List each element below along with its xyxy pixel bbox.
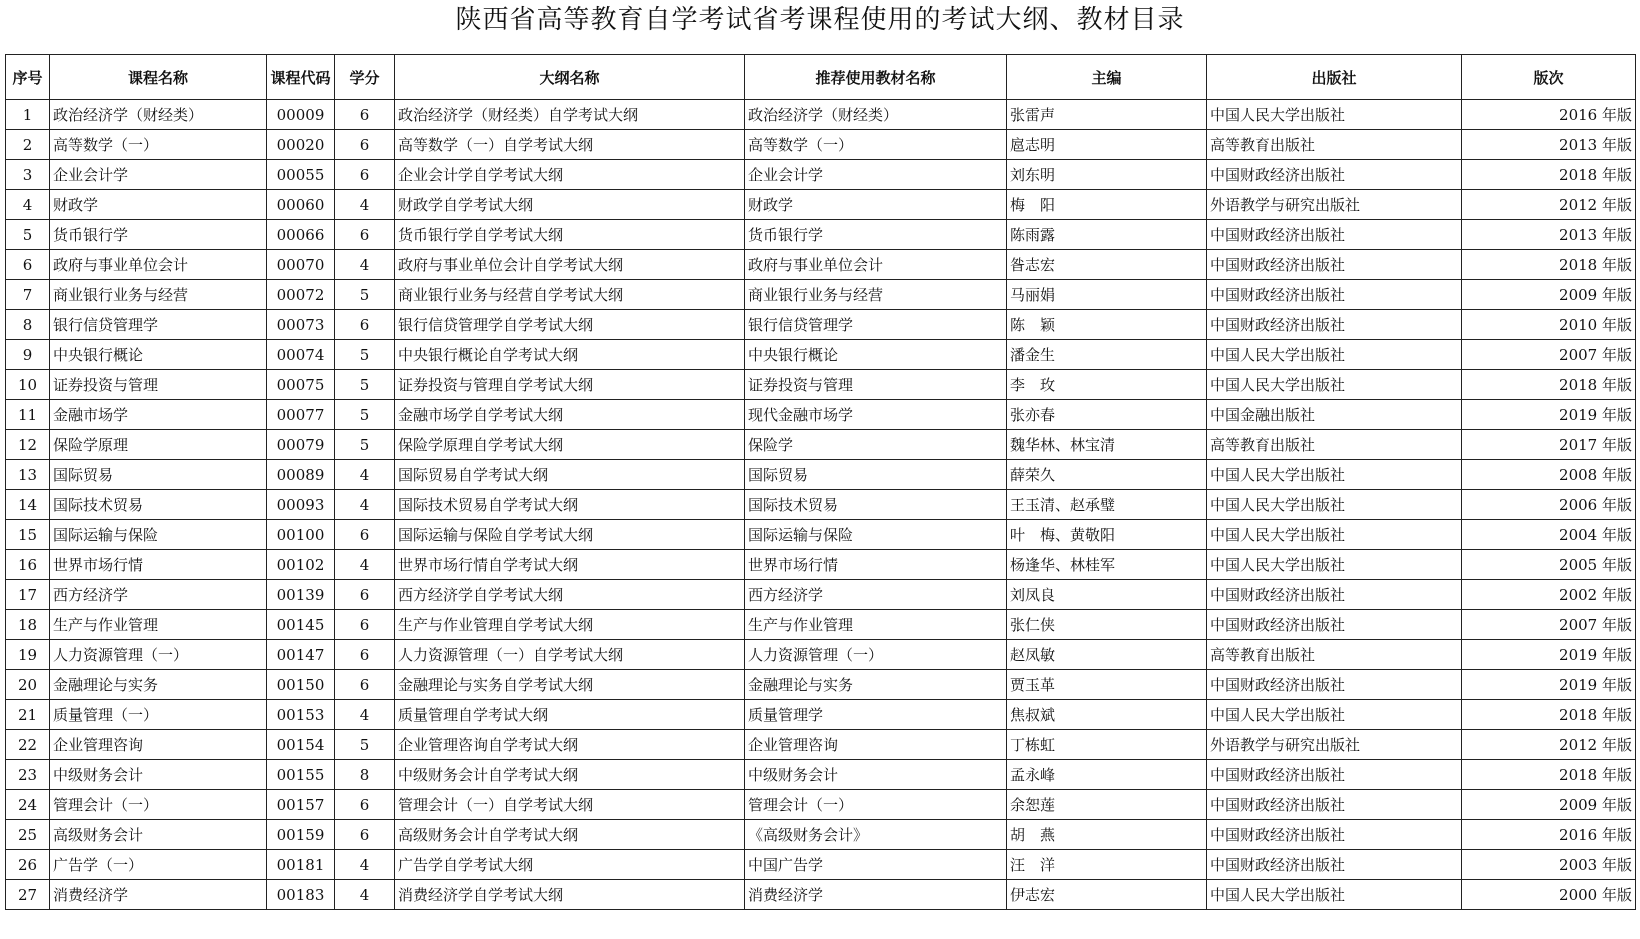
- table-row: [6, 700, 1636, 730]
- table-row: [6, 490, 1636, 520]
- cell-no: 11: [6, 400, 50, 430]
- cell-syllabus: 政府与事业单位会计自学考试大纲: [395, 250, 745, 280]
- cell-editor: 王玉清、赵承璧: [1007, 490, 1207, 520]
- cell-syllabus: 西方经济学自学考试大纲: [395, 580, 745, 610]
- cell-course-code: 00020: [267, 130, 335, 160]
- cell-course-name: 世界市场行情: [50, 550, 267, 580]
- cell-editor: 扈志明: [1007, 130, 1207, 160]
- cell-no: 17: [6, 580, 50, 610]
- cell-course-name: 政府与事业单位会计: [50, 250, 267, 280]
- cell-credit: 6: [335, 310, 395, 340]
- cell-publisher: 中国人民大学出版社: [1207, 370, 1462, 400]
- cell-course-code: 00159: [267, 820, 335, 850]
- cell-course-code: 00072: [267, 280, 335, 310]
- cell-publisher: 中国人民大学出版社: [1207, 880, 1462, 910]
- cell-course-name: 人力资源管理（一）: [50, 640, 267, 670]
- header-editor: 主编: [1007, 55, 1207, 100]
- cell-publisher: 中国财政经济出版社: [1207, 610, 1462, 640]
- cell-editor: 魏华林、林宝清: [1007, 430, 1207, 460]
- cell-no: 25: [6, 820, 50, 850]
- cell-course-code: 00055: [267, 160, 335, 190]
- cell-credit: 5: [335, 280, 395, 310]
- cell-editor: 张仁侠: [1007, 610, 1207, 640]
- cell-edition: 2018 年版: [1462, 700, 1636, 730]
- cell-syllabus: 商业银行业务与经营自学考试大纲: [395, 280, 745, 310]
- cell-publisher: 外语教学与研究出版社: [1207, 190, 1462, 220]
- table-row: [6, 340, 1636, 370]
- cell-credit: 5: [335, 730, 395, 760]
- cell-edition: 2012 年版: [1462, 190, 1636, 220]
- cell-credit: 4: [335, 250, 395, 280]
- table-row: [6, 220, 1636, 250]
- cell-syllabus: 高等数学（一）自学考试大纲: [395, 130, 745, 160]
- cell-course-name: 银行信贷管理学: [50, 310, 267, 340]
- cell-course-name: 中央银行概论: [50, 340, 267, 370]
- cell-course-name: 金融市场学: [50, 400, 267, 430]
- cell-course-name: 货币银行学: [50, 220, 267, 250]
- table-row: [6, 640, 1636, 670]
- header-publisher: 出版社: [1207, 55, 1462, 100]
- cell-no: 5: [6, 220, 50, 250]
- cell-course-code: 00154: [267, 730, 335, 760]
- cell-editor: 李 玫: [1007, 370, 1207, 400]
- cell-textbook: 货币银行学: [745, 220, 1007, 250]
- cell-publisher: 中国人民大学出版社: [1207, 460, 1462, 490]
- cell-no: 2: [6, 130, 50, 160]
- cell-publisher: 中国财政经济出版社: [1207, 760, 1462, 790]
- table-row: [6, 250, 1636, 280]
- cell-edition: 2019 年版: [1462, 670, 1636, 700]
- cell-course-code: 00073: [267, 310, 335, 340]
- cell-edition: 2007 年版: [1462, 610, 1636, 640]
- cell-course-code: 00089: [267, 460, 335, 490]
- cell-syllabus: 人力资源管理（一）自学考试大纲: [395, 640, 745, 670]
- cell-syllabus: 保险学原理自学考试大纲: [395, 430, 745, 460]
- cell-course-name: 国际技术贸易: [50, 490, 267, 520]
- cell-textbook: 国际贸易: [745, 460, 1007, 490]
- cell-no: 15: [6, 520, 50, 550]
- cell-publisher: 高等教育出版社: [1207, 130, 1462, 160]
- cell-syllabus: 政治经济学（财经类）自学考试大纲: [395, 100, 745, 130]
- table-row: [6, 400, 1636, 430]
- cell-syllabus: 国际运输与保险自学考试大纲: [395, 520, 745, 550]
- table-row: [6, 880, 1636, 910]
- cell-course-code: 00145: [267, 610, 335, 640]
- table-row: [6, 460, 1636, 490]
- cell-editor: 叶 梅、黄敬阳: [1007, 520, 1207, 550]
- table-body: [6, 100, 1636, 910]
- cell-editor: 孟永峰: [1007, 760, 1207, 790]
- cell-course-name: 管理会计（一）: [50, 790, 267, 820]
- table-header-row: [6, 55, 1636, 100]
- cell-no: 23: [6, 760, 50, 790]
- table-row: [6, 130, 1636, 160]
- cell-textbook: 人力资源管理（一）: [745, 640, 1007, 670]
- cell-no: 24: [6, 790, 50, 820]
- cell-no: 22: [6, 730, 50, 760]
- cell-publisher: 外语教学与研究出版社: [1207, 730, 1462, 760]
- cell-course-name: 金融理论与实务: [50, 670, 267, 700]
- cell-credit: 6: [335, 670, 395, 700]
- cell-credit: 4: [335, 190, 395, 220]
- cell-no: 18: [6, 610, 50, 640]
- cell-textbook: 商业银行业务与经营: [745, 280, 1007, 310]
- table-row: [6, 310, 1636, 340]
- cell-textbook: 中国广告学: [745, 850, 1007, 880]
- cell-syllabus: 中级财务会计自学考试大纲: [395, 760, 745, 790]
- cell-edition: 2007 年版: [1462, 340, 1636, 370]
- cell-no: 26: [6, 850, 50, 880]
- cell-textbook: 国际运输与保险: [745, 520, 1007, 550]
- cell-credit: 6: [335, 130, 395, 160]
- cell-edition: 2018 年版: [1462, 760, 1636, 790]
- cell-credit: 6: [335, 820, 395, 850]
- cell-edition: 2003 年版: [1462, 850, 1636, 880]
- cell-course-code: 00183: [267, 880, 335, 910]
- cell-publisher: 中国人民大学出版社: [1207, 340, 1462, 370]
- table-row: [6, 670, 1636, 700]
- cell-syllabus: 企业会计学自学考试大纲: [395, 160, 745, 190]
- cell-publisher: 中国人民大学出版社: [1207, 550, 1462, 580]
- cell-course-code: 00150: [267, 670, 335, 700]
- cell-course-code: 00074: [267, 340, 335, 370]
- cell-syllabus: 金融理论与实务自学考试大纲: [395, 670, 745, 700]
- cell-editor: 昝志宏: [1007, 250, 1207, 280]
- cell-course-name: 消费经济学: [50, 880, 267, 910]
- cell-course-name: 高等数学（一）: [50, 130, 267, 160]
- cell-publisher: 中国财政经济出版社: [1207, 280, 1462, 310]
- cell-textbook: 金融理论与实务: [745, 670, 1007, 700]
- cell-editor: 陈 颖: [1007, 310, 1207, 340]
- cell-textbook: 质量管理学: [745, 700, 1007, 730]
- cell-credit: 4: [335, 850, 395, 880]
- cell-credit: 6: [335, 580, 395, 610]
- cell-course-code: 00102: [267, 550, 335, 580]
- cell-edition: 2018 年版: [1462, 250, 1636, 280]
- cell-publisher: 高等教育出版社: [1207, 430, 1462, 460]
- cell-textbook: 政府与事业单位会计: [745, 250, 1007, 280]
- cell-editor: 刘凤良: [1007, 580, 1207, 610]
- cell-publisher: 中国财政经济出版社: [1207, 580, 1462, 610]
- table-row: [6, 100, 1636, 130]
- cell-textbook: 现代金融市场学: [745, 400, 1007, 430]
- cell-editor: 梅 阳: [1007, 190, 1207, 220]
- cell-no: 21: [6, 700, 50, 730]
- cell-credit: 6: [335, 790, 395, 820]
- table-row: [6, 520, 1636, 550]
- cell-publisher: 中国金融出版社: [1207, 400, 1462, 430]
- cell-credit: 6: [335, 640, 395, 670]
- cell-syllabus: 世界市场行情自学考试大纲: [395, 550, 745, 580]
- header-edition: 版次: [1462, 55, 1636, 100]
- header-course-name: 课程名称: [50, 55, 267, 100]
- cell-publisher: 中国财政经济出版社: [1207, 310, 1462, 340]
- cell-editor: 潘金生: [1007, 340, 1207, 370]
- cell-syllabus: 企业管理咨询自学考试大纲: [395, 730, 745, 760]
- cell-syllabus: 中央银行概论自学考试大纲: [395, 340, 745, 370]
- cell-credit: 4: [335, 460, 395, 490]
- cell-credit: 5: [335, 400, 395, 430]
- cell-editor: 杨逢华、林桂军: [1007, 550, 1207, 580]
- cell-credit: 5: [335, 340, 395, 370]
- cell-course-code: 00009: [267, 100, 335, 130]
- cell-no: 20: [6, 670, 50, 700]
- cell-edition: 2016 年版: [1462, 100, 1636, 130]
- cell-course-code: 00079: [267, 430, 335, 460]
- cell-course-name: 中级财务会计: [50, 760, 267, 790]
- cell-credit: 6: [335, 220, 395, 250]
- cell-edition: 2008 年版: [1462, 460, 1636, 490]
- cell-editor: 余恕莲: [1007, 790, 1207, 820]
- cell-edition: 2018 年版: [1462, 370, 1636, 400]
- cell-syllabus: 管理会计（一）自学考试大纲: [395, 790, 745, 820]
- cell-publisher: 中国人民大学出版社: [1207, 520, 1462, 550]
- cell-course-code: 00139: [267, 580, 335, 610]
- table-row: [6, 190, 1636, 220]
- cell-course-code: 00075: [267, 370, 335, 400]
- cell-course-name: 生产与作业管理: [50, 610, 267, 640]
- cell-editor: 贾玉革: [1007, 670, 1207, 700]
- cell-course-name: 商业银行业务与经营: [50, 280, 267, 310]
- cell-no: 10: [6, 370, 50, 400]
- cell-textbook: 中央银行概论: [745, 340, 1007, 370]
- cell-edition: 2010 年版: [1462, 310, 1636, 340]
- cell-no: 12: [6, 430, 50, 460]
- cell-course-name: 广告学（一）: [50, 850, 267, 880]
- cell-editor: 丁栋虹: [1007, 730, 1207, 760]
- cell-textbook: 高等数学（一）: [745, 130, 1007, 160]
- cell-course-name: 政治经济学（财经类）: [50, 100, 267, 130]
- cell-course-name: 质量管理（一）: [50, 700, 267, 730]
- cell-publisher: 中国财政经济出版社: [1207, 850, 1462, 880]
- cell-syllabus: 银行信贷管理学自学考试大纲: [395, 310, 745, 340]
- table-row: [6, 370, 1636, 400]
- cell-edition: 2006 年版: [1462, 490, 1636, 520]
- table-row: [6, 760, 1636, 790]
- cell-syllabus: 国际技术贸易自学考试大纲: [395, 490, 745, 520]
- table-row: [6, 160, 1636, 190]
- cell-syllabus: 证券投资与管理自学考试大纲: [395, 370, 745, 400]
- cell-syllabus: 广告学自学考试大纲: [395, 850, 745, 880]
- cell-syllabus: 金融市场学自学考试大纲: [395, 400, 745, 430]
- cell-textbook: 《高级财务会计》: [745, 820, 1007, 850]
- cell-edition: 2017 年版: [1462, 430, 1636, 460]
- cell-course-code: 00066: [267, 220, 335, 250]
- header-textbook: 推荐使用教材名称: [745, 55, 1007, 100]
- cell-publisher: 中国财政经济出版社: [1207, 220, 1462, 250]
- cell-textbook: 财政学: [745, 190, 1007, 220]
- cell-editor: 赵凤敏: [1007, 640, 1207, 670]
- catalog-table: [5, 54, 1636, 910]
- cell-publisher: 中国财政经济出版社: [1207, 820, 1462, 850]
- cell-syllabus: 生产与作业管理自学考试大纲: [395, 610, 745, 640]
- cell-textbook: 生产与作业管理: [745, 610, 1007, 640]
- cell-edition: 2000 年版: [1462, 880, 1636, 910]
- cell-textbook: 世界市场行情: [745, 550, 1007, 580]
- cell-edition: 2019 年版: [1462, 400, 1636, 430]
- cell-editor: 张亦春: [1007, 400, 1207, 430]
- cell-textbook: 管理会计（一）: [745, 790, 1007, 820]
- cell-syllabus: 货币银行学自学考试大纲: [395, 220, 745, 250]
- cell-course-code: 00093: [267, 490, 335, 520]
- header-syllabus: 大纲名称: [395, 55, 745, 100]
- cell-credit: 5: [335, 370, 395, 400]
- cell-no: 27: [6, 880, 50, 910]
- cell-editor: 焦叔斌: [1007, 700, 1207, 730]
- cell-publisher: 中国财政经济出版社: [1207, 160, 1462, 190]
- cell-credit: 6: [335, 160, 395, 190]
- cell-no: 1: [6, 100, 50, 130]
- cell-credit: 4: [335, 700, 395, 730]
- cell-credit: 4: [335, 490, 395, 520]
- cell-editor: 陈雨露: [1007, 220, 1207, 250]
- cell-no: 4: [6, 190, 50, 220]
- cell-edition: 2012 年版: [1462, 730, 1636, 760]
- cell-textbook: 消费经济学: [745, 880, 1007, 910]
- cell-edition: 2018 年版: [1462, 160, 1636, 190]
- cell-publisher: 高等教育出版社: [1207, 640, 1462, 670]
- cell-edition: 2004 年版: [1462, 520, 1636, 550]
- cell-textbook: 政治经济学（财经类）: [745, 100, 1007, 130]
- cell-edition: 2013 年版: [1462, 220, 1636, 250]
- table-row: [6, 280, 1636, 310]
- cell-textbook: 企业会计学: [745, 160, 1007, 190]
- cell-edition: 2009 年版: [1462, 790, 1636, 820]
- cell-course-code: 00077: [267, 400, 335, 430]
- cell-publisher: 中国人民大学出版社: [1207, 100, 1462, 130]
- cell-no: 8: [6, 310, 50, 340]
- header-credit: 学分: [335, 55, 395, 100]
- cell-no: 14: [6, 490, 50, 520]
- cell-course-code: 00100: [267, 520, 335, 550]
- cell-course-name: 国际贸易: [50, 460, 267, 490]
- cell-publisher: 中国财政经济出版社: [1207, 250, 1462, 280]
- table-row: [6, 790, 1636, 820]
- cell-course-name: 西方经济学: [50, 580, 267, 610]
- table-row: [6, 850, 1636, 880]
- cell-edition: 2009 年版: [1462, 280, 1636, 310]
- cell-syllabus: 高级财务会计自学考试大纲: [395, 820, 745, 850]
- cell-syllabus: 国际贸易自学考试大纲: [395, 460, 745, 490]
- table-row: [6, 820, 1636, 850]
- cell-course-code: 00153: [267, 700, 335, 730]
- header-course-code: 课程代码: [267, 55, 335, 100]
- cell-course-code: 00181: [267, 850, 335, 880]
- cell-credit: 5: [335, 430, 395, 460]
- cell-credit: 6: [335, 520, 395, 550]
- cell-textbook: 国际技术贸易: [745, 490, 1007, 520]
- cell-publisher: 中国人民大学出版社: [1207, 700, 1462, 730]
- table-row: [6, 610, 1636, 640]
- cell-textbook: 证券投资与管理: [745, 370, 1007, 400]
- cell-edition: 2005 年版: [1462, 550, 1636, 580]
- cell-course-code: 00147: [267, 640, 335, 670]
- cell-no: 13: [6, 460, 50, 490]
- cell-course-name: 高级财务会计: [50, 820, 267, 850]
- cell-course-name: 企业管理咨询: [50, 730, 267, 760]
- cell-course-name: 证券投资与管理: [50, 370, 267, 400]
- cell-textbook: 西方经济学: [745, 580, 1007, 610]
- cell-credit: 6: [335, 100, 395, 130]
- cell-no: 7: [6, 280, 50, 310]
- cell-editor: 张雷声: [1007, 100, 1207, 130]
- cell-edition: 2002 年版: [1462, 580, 1636, 610]
- cell-textbook: 保险学: [745, 430, 1007, 460]
- table-row: [6, 730, 1636, 760]
- cell-publisher: 中国财政经济出版社: [1207, 670, 1462, 700]
- table-row: [6, 580, 1636, 610]
- table-row: [6, 430, 1636, 460]
- cell-editor: 胡 燕: [1007, 820, 1207, 850]
- cell-no: 6: [6, 250, 50, 280]
- cell-course-name: 财政学: [50, 190, 267, 220]
- cell-editor: 伊志宏: [1007, 880, 1207, 910]
- cell-editor: 薛荣久: [1007, 460, 1207, 490]
- cell-course-name: 企业会计学: [50, 160, 267, 190]
- cell-edition: 2016 年版: [1462, 820, 1636, 850]
- cell-syllabus: 质量管理自学考试大纲: [395, 700, 745, 730]
- cell-credit: 4: [335, 880, 395, 910]
- cell-syllabus: 消费经济学自学考试大纲: [395, 880, 745, 910]
- cell-textbook: 企业管理咨询: [745, 730, 1007, 760]
- cell-course-code: 00157: [267, 790, 335, 820]
- cell-no: 9: [6, 340, 50, 370]
- cell-course-name: 保险学原理: [50, 430, 267, 460]
- cell-publisher: 中国财政经济出版社: [1207, 790, 1462, 820]
- cell-editor: 刘东明: [1007, 160, 1207, 190]
- cell-no: 3: [6, 160, 50, 190]
- cell-publisher: 中国人民大学出版社: [1207, 490, 1462, 520]
- cell-no: 19: [6, 640, 50, 670]
- cell-credit: 4: [335, 550, 395, 580]
- cell-editor: 汪 洋: [1007, 850, 1207, 880]
- cell-editor: 马丽娟: [1007, 280, 1207, 310]
- header-no: 序号: [6, 55, 50, 100]
- cell-textbook: 中级财务会计: [745, 760, 1007, 790]
- cell-course-code: 00060: [267, 190, 335, 220]
- cell-syllabus: 财政学自学考试大纲: [395, 190, 745, 220]
- cell-edition: 2019 年版: [1462, 640, 1636, 670]
- cell-credit: 6: [335, 610, 395, 640]
- cell-course-name: 国际运输与保险: [50, 520, 267, 550]
- cell-course-code: 00155: [267, 760, 335, 790]
- document-title: 陕西省高等教育自学考试省考课程使用的考试大纲、教材目录: [455, 5, 1185, 35]
- cell-credit: 8: [335, 760, 395, 790]
- cell-edition: 2013 年版: [1462, 130, 1636, 160]
- cell-textbook: 银行信贷管理学: [745, 310, 1007, 340]
- cell-course-code: 00070: [267, 250, 335, 280]
- table-row: [6, 550, 1636, 580]
- cell-no: 16: [6, 550, 50, 580]
